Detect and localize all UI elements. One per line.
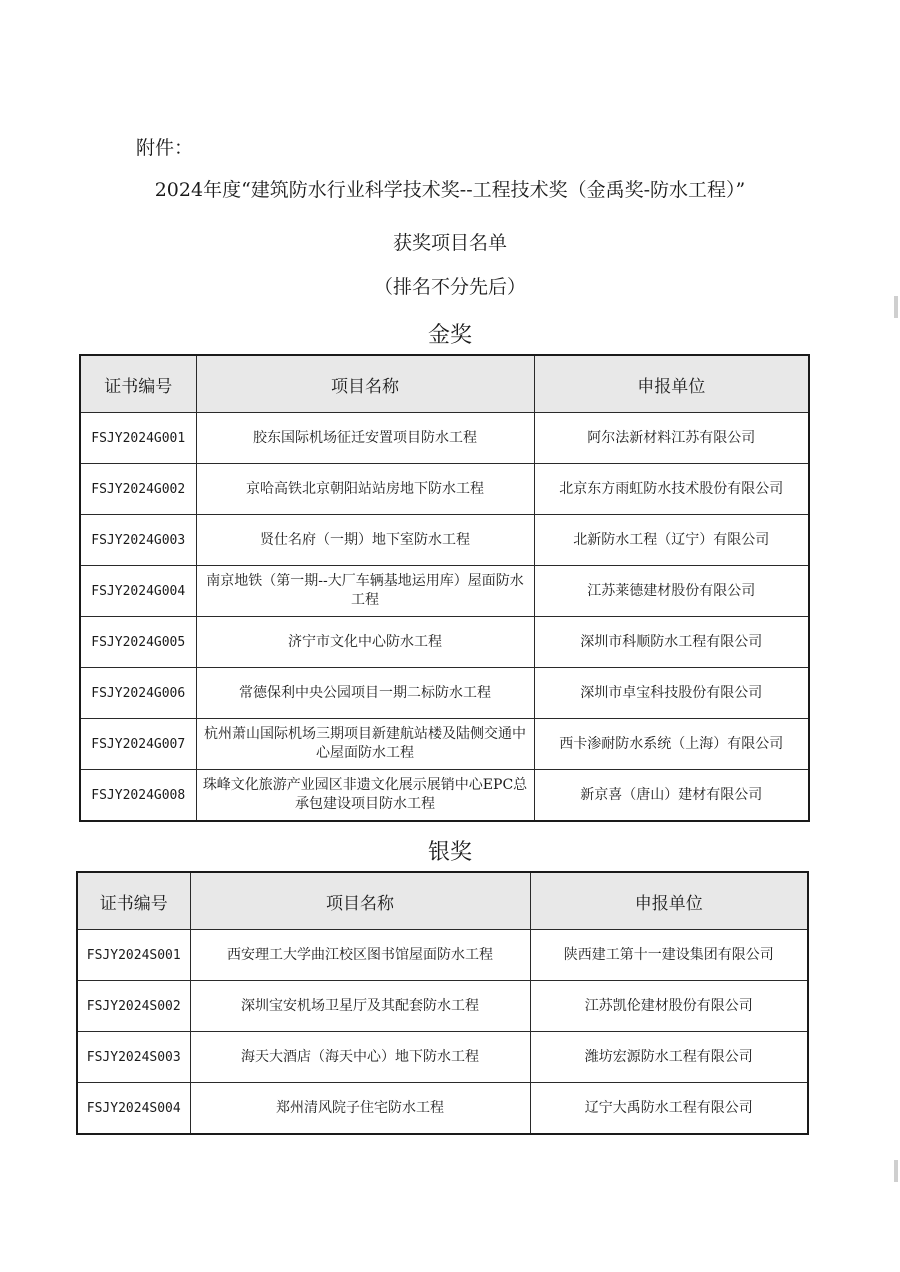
certificate-code: FSJY2024G001: [80, 413, 196, 464]
table-row: [80, 413, 809, 464]
certificate-code: FSJY2024G007: [80, 719, 196, 770]
column-header-project: 项目名称: [196, 355, 534, 413]
table-row: [77, 1083, 808, 1135]
project-name: 贤仕名府（一期）地下室防水工程: [196, 515, 534, 566]
certificate-code: FSJY2024S004: [77, 1083, 190, 1135]
certificate-code: FSJY2024G008: [80, 770, 196, 822]
table-row: [80, 515, 809, 566]
applicant-unit: 北京东方雨虹防水技术股份有限公司: [534, 464, 809, 515]
certificate-code: FSJY2024G002: [80, 464, 196, 515]
applicant-unit: 江苏凯伦建材股份有限公司: [530, 981, 808, 1032]
applicant-unit: 陕西建工第十一建设集团有限公司: [530, 930, 808, 981]
table-row: [80, 464, 809, 515]
project-name: 济宁市文化中心防水工程: [196, 617, 534, 668]
project-name: 西安理工大学曲江校区图书馆屋面防水工程: [190, 930, 530, 981]
silver-award-heading: 银奖: [427, 840, 472, 865]
column-header-unit: 申报单位: [534, 355, 809, 413]
table-header-row: [77, 872, 808, 930]
ranking-note: （排名不分先后）: [373, 276, 526, 298]
document-subtitle: 获奖项目名单: [392, 232, 507, 254]
applicant-unit: 潍坊宏源防水工程有限公司: [530, 1032, 808, 1083]
column-header-code: 证书编号: [77, 872, 190, 930]
project-name: 杭州萧山国际机场三期项目新建航站楼及陆侧交通中心屋面防水工程: [196, 719, 534, 770]
column-header-code: 证书编号: [80, 355, 196, 413]
attachment-label: 附件：: [136, 137, 194, 159]
table-row: [80, 770, 809, 822]
project-name: 南京地铁（第一期--大厂车辆基地运用库）屋面防水工程: [196, 566, 534, 617]
applicant-unit: 江苏莱德建材股份有限公司: [534, 566, 809, 617]
applicant-unit: 北新防水工程（辽宁）有限公司: [534, 515, 809, 566]
certificate-code: FSJY2024S002: [77, 981, 190, 1032]
certificate-code: FSJY2024G005: [80, 617, 196, 668]
table-row: [80, 566, 809, 617]
project-name: 深圳宝安机场卫星厅及其配套防水工程: [190, 981, 530, 1032]
table-row: [80, 719, 809, 770]
table-row: [77, 930, 808, 981]
document-title: 2024年度“建筑防水行业科学技术奖--工程技术奖（金禹奖-防水工程）”: [154, 179, 746, 201]
applicant-unit: 阿尔法新材料江苏有限公司: [534, 413, 809, 464]
column-header-project: 项目名称: [190, 872, 530, 930]
scan-edge-mark: [894, 1160, 898, 1182]
scan-edge-mark: [894, 296, 898, 318]
project-name: 海天大酒店（海天中心）地下防水工程: [190, 1032, 530, 1083]
table-header-row: [80, 355, 809, 413]
project-name: 常德保利中央公园项目一期二标防水工程: [196, 668, 534, 719]
certificate-code: FSJY2024G003: [80, 515, 196, 566]
certificate-code: FSJY2024G006: [80, 668, 196, 719]
column-header-unit: 申报单位: [530, 872, 808, 930]
gold-award-table: [79, 354, 810, 822]
certificate-code: FSJY2024G004: [80, 566, 196, 617]
applicant-unit: 辽宁大禹防水工程有限公司: [530, 1083, 808, 1135]
applicant-unit: 深圳市科顺防水工程有限公司: [534, 617, 809, 668]
table-row: [77, 981, 808, 1032]
project-name: 珠峰文化旅游产业园区非遗文化展示展销中心EPC总承包建设项目防水工程: [196, 770, 534, 822]
table-row: [77, 1032, 808, 1083]
project-name: 胶东国际机场征迁安置项目防水工程: [196, 413, 534, 464]
applicant-unit: 西卡渗耐防水系统（上海）有限公司: [534, 719, 809, 770]
gold-award-heading: 金奖: [427, 323, 472, 348]
certificate-code: FSJY2024S003: [77, 1032, 190, 1083]
certificate-code: FSJY2024S001: [77, 930, 190, 981]
project-name: 郑州清风院子住宅防水工程: [190, 1083, 530, 1135]
applicant-unit: 新京喜（唐山）建材有限公司: [534, 770, 809, 822]
applicant-unit: 深圳市卓宝科技股份有限公司: [534, 668, 809, 719]
table-row: [80, 668, 809, 719]
table-row: [80, 617, 809, 668]
project-name: 京哈高铁北京朝阳站站房地下防水工程: [196, 464, 534, 515]
silver-award-table: [76, 871, 809, 1135]
